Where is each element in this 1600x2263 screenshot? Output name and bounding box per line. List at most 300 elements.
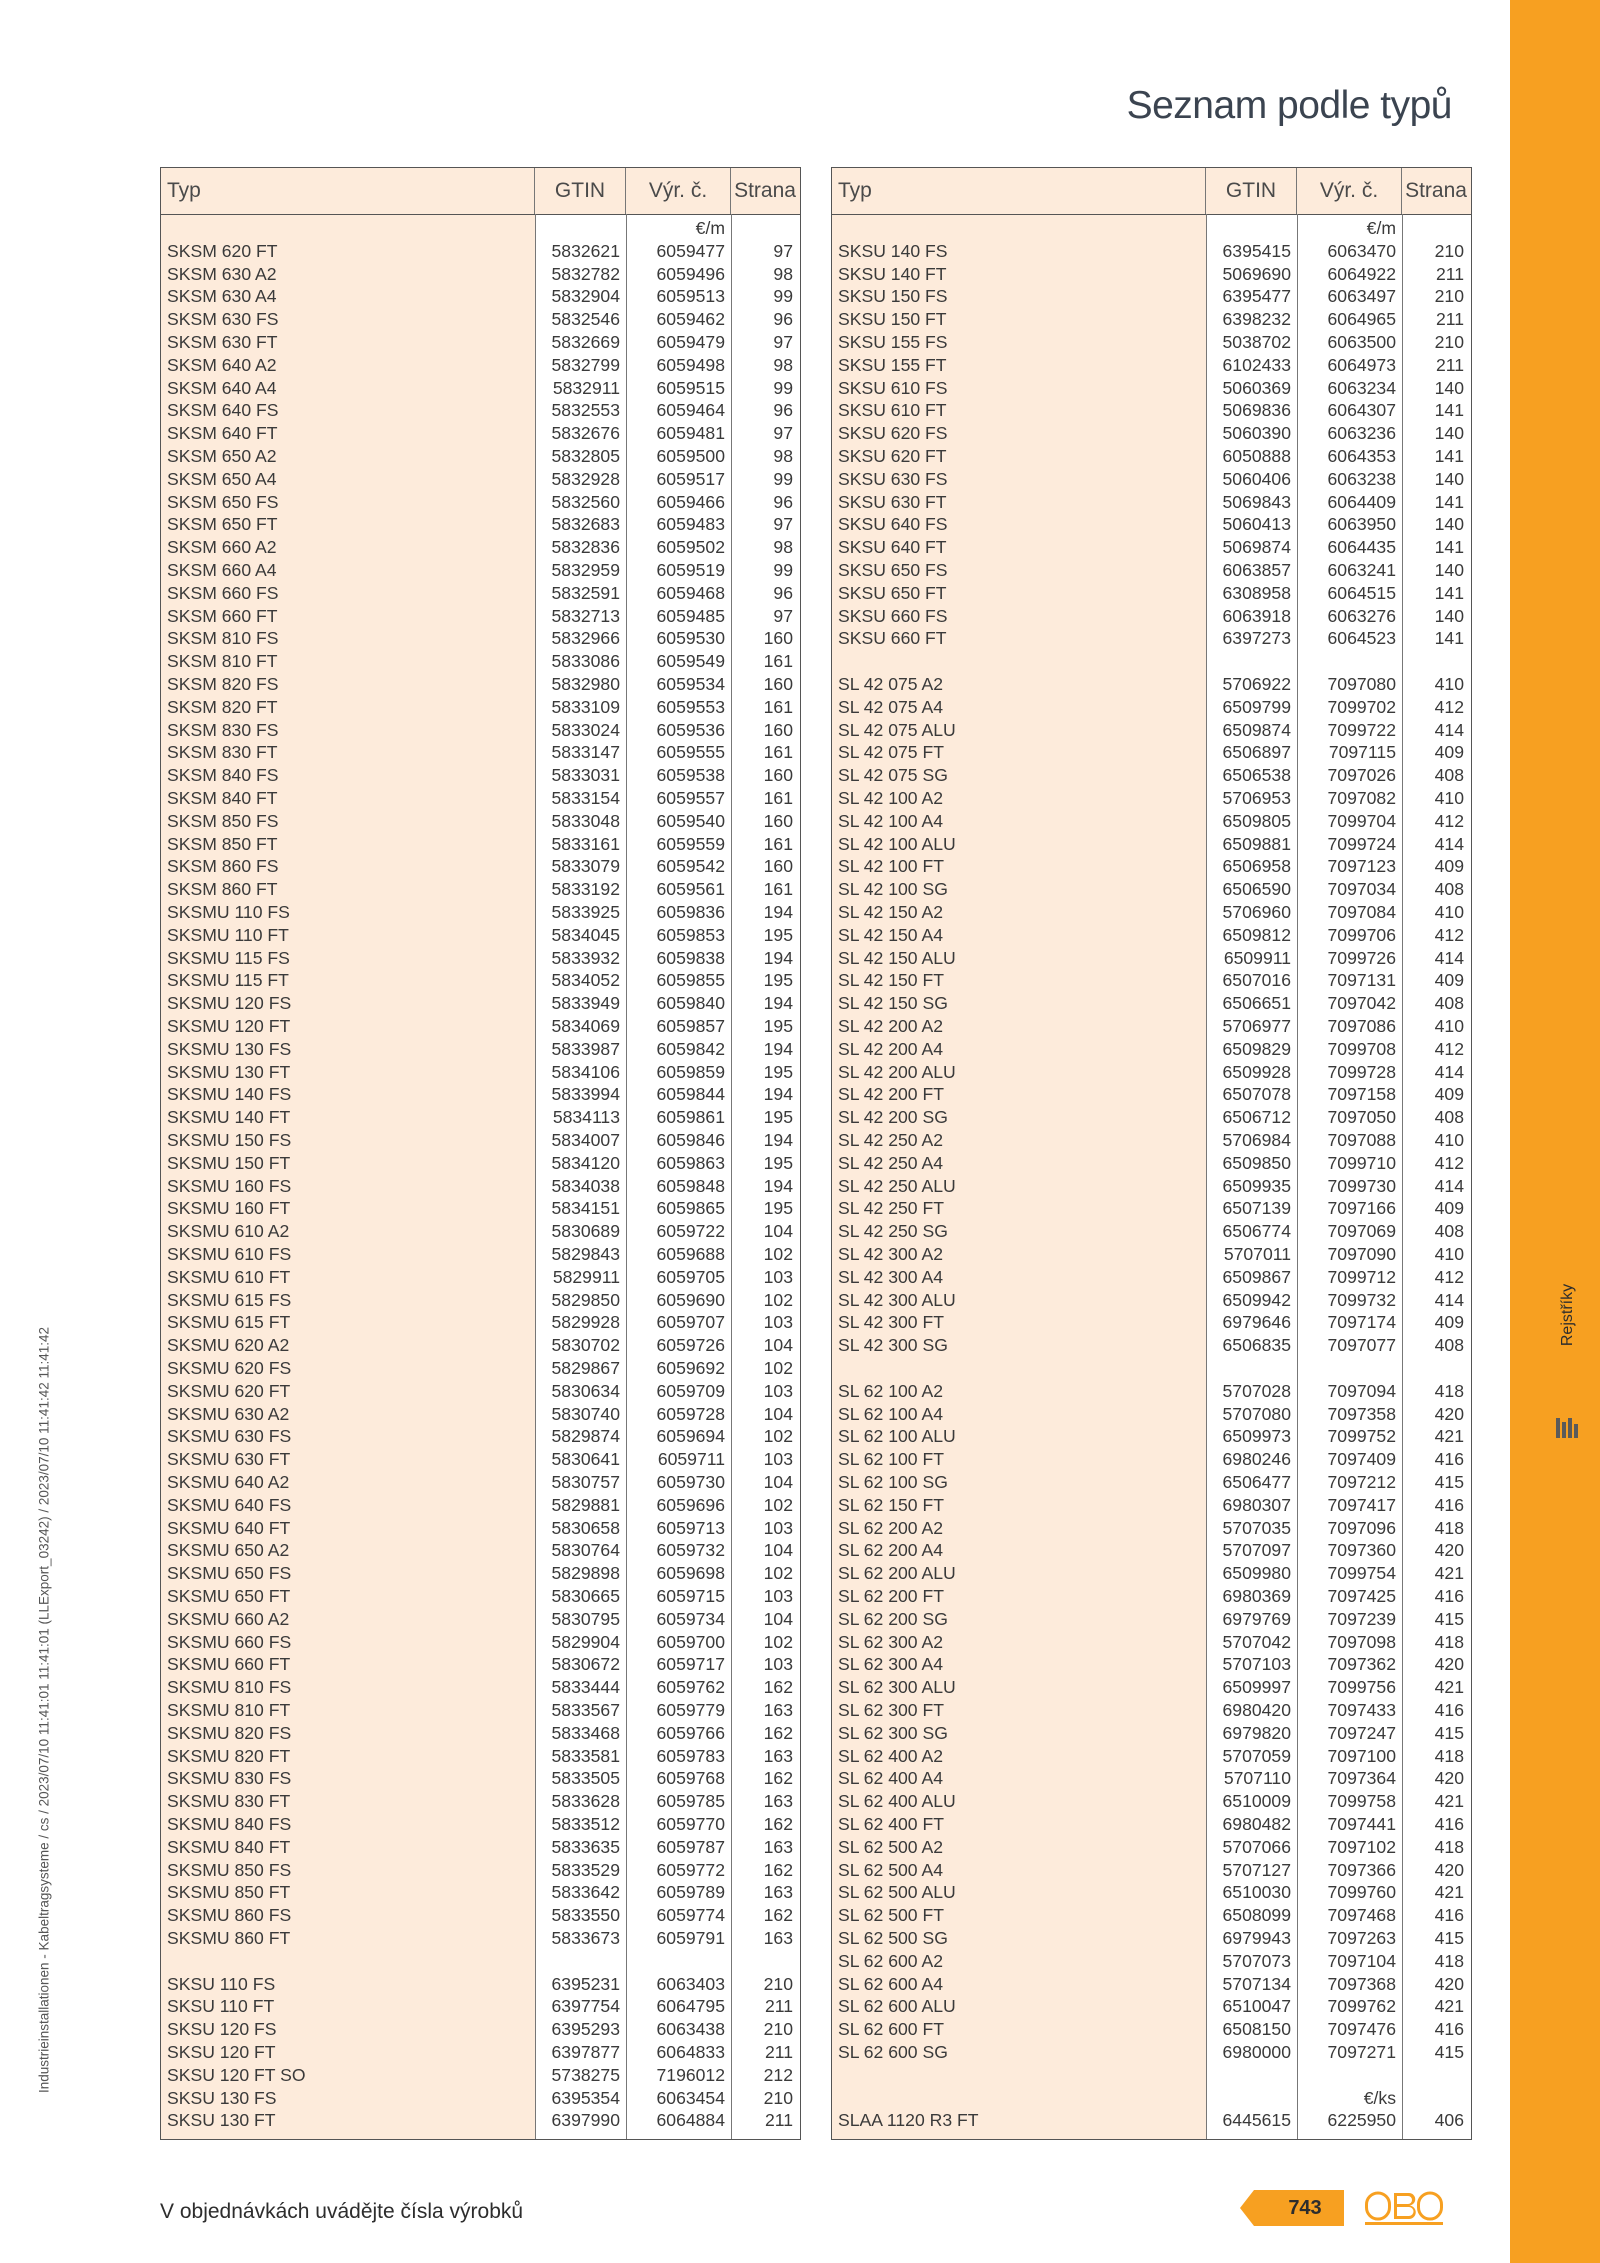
table-row: [832, 627, 1471, 650]
cell-vyr: 6059462: [656, 309, 725, 330]
table-row: [161, 1083, 800, 1106]
cell-gtin: 5834038: [551, 1175, 620, 1196]
table-row: [832, 240, 1471, 263]
cell-vyr: 7099702: [1327, 696, 1396, 717]
table-row: [161, 399, 800, 422]
cell-vyr: 6059855: [656, 970, 725, 991]
cell-strana: 140: [1434, 605, 1464, 626]
cell-vyr: 7099712: [1327, 1266, 1396, 1287]
table-row: [832, 1653, 1471, 1676]
cell-vyr: 6059496: [656, 263, 725, 284]
table-row: [161, 650, 800, 673]
cell-gtin: 5832546: [551, 309, 620, 330]
cell-gtin: 5833109: [551, 696, 620, 717]
cell-typ: SKSU 150 FT: [838, 309, 947, 330]
cell-gtin: 5830740: [551, 1403, 620, 1424]
cell-strana: 415: [1434, 1722, 1464, 1743]
cell-typ: SKSMU 660 A2: [167, 1608, 290, 1629]
cell-strana: 418: [1434, 1631, 1464, 1652]
cell-typ: SKSMU 820 FS: [167, 1722, 292, 1743]
table-row: [832, 901, 1471, 924]
cell-typ: SKSMU 630 FS: [167, 1426, 292, 1447]
cell-strana: 195: [763, 1152, 793, 1173]
cell-gtin: 6980420: [1222, 1700, 1291, 1720]
cell-typ: SL 42 150 FT: [838, 970, 944, 991]
cell-typ: SKSM 630 FS: [167, 309, 279, 330]
cell-vyr: 6064922: [1327, 263, 1396, 284]
cell-gtin: 5830658: [551, 1517, 620, 1538]
cell-typ: SKSM 620 FT: [167, 240, 278, 261]
cell-gtin: 5706977: [1222, 1016, 1291, 1036]
cell-gtin: 6509973: [1222, 1426, 1291, 1447]
cell-gtin: 6980246: [1222, 1449, 1291, 1470]
cell-vyr: 6064795: [656, 1996, 725, 2017]
cell-strana: 102: [763, 1563, 793, 1584]
cell-strana: 412: [1434, 1266, 1464, 1287]
table-row: [832, 468, 1471, 491]
cell-strana: 409: [1434, 1312, 1464, 1333]
table-row: [832, 1562, 1471, 1585]
cell-gtin: 6509928: [1222, 1061, 1291, 1082]
cell-vyr: 6059500: [656, 446, 725, 466]
table-row: [161, 901, 800, 924]
cell-vyr: 6063470: [1327, 240, 1396, 261]
cell-typ: SKSM 660 A4: [167, 560, 277, 580]
cell-strana: 409: [1434, 856, 1464, 877]
table-row: [161, 1448, 800, 1471]
cell-vyr: 7097364: [1327, 1768, 1396, 1789]
cell-typ: SKSMU 830 FT: [167, 1791, 291, 1812]
cell-gtin: 5707011: [1223, 1244, 1291, 1264]
cell-gtin: 5707127: [1222, 1859, 1291, 1880]
cell-typ: SKSMU 650 FS: [167, 1563, 292, 1584]
cell-vyr: 7097441: [1327, 1814, 1396, 1834]
cell-typ: SL 42 250 FT: [838, 1198, 944, 1219]
cell-typ: SKSM 630 A2: [167, 263, 277, 284]
cell-gtin: 5707080: [1222, 1403, 1291, 1424]
cell-gtin: 6509867: [1222, 1266, 1291, 1287]
cell-vyr: 6059542: [656, 856, 725, 877]
cell-strana: 418: [1434, 1745, 1464, 1766]
cell-gtin: 5833987: [551, 1038, 620, 1059]
cell-vyr: 6064973: [1327, 354, 1396, 375]
cell-vyr: 7099732: [1327, 1289, 1396, 1310]
cell-strana: 161: [763, 651, 793, 672]
table-row: [832, 2018, 1471, 2041]
cell-gtin: 6979943: [1222, 1928, 1291, 1948]
cell-strana: 210: [763, 2019, 793, 2040]
cell-vyr: 6064515: [1327, 582, 1396, 603]
cell-typ: SKSM 640 A4: [167, 377, 277, 398]
cell-strana: 412: [1434, 810, 1464, 831]
cell-typ: SKSU 640 FS: [838, 514, 948, 535]
table-row: [161, 285, 800, 308]
cell-gtin: 5707028: [1222, 1380, 1291, 1401]
table-row: [161, 627, 800, 650]
cell-typ: SKSU 150 FS: [838, 286, 948, 307]
table-row: [832, 1266, 1471, 1289]
cell-vyr: 7099708: [1327, 1038, 1396, 1059]
table-row: [832, 1015, 1471, 1038]
cell-typ: SL 62 100 A4: [838, 1403, 944, 1424]
cell-typ: SKSMU 150 FT: [167, 1152, 291, 1173]
cell-vyr: 6059561: [656, 879, 725, 900]
cell-strana: 194: [763, 993, 793, 1014]
cell-vyr: 6059468: [656, 582, 725, 603]
table-row: [832, 969, 1471, 992]
cell-vyr: 7097362: [1327, 1654, 1396, 1675]
cell-vyr: 6059766: [656, 1722, 725, 1743]
cell-gtin: 5833444: [551, 1677, 620, 1698]
cell-gtin: 5829867: [551, 1358, 620, 1378]
table-row: [161, 924, 800, 947]
table-row: [832, 445, 1471, 468]
cell-gtin: 5833468: [551, 1722, 620, 1743]
cell-typ: SKSU 120 FT SO: [167, 2064, 306, 2085]
table-row: [832, 1767, 1471, 1790]
table-row: [832, 1585, 1471, 1608]
cell-gtin: 6397877: [551, 2042, 620, 2062]
cell-typ: SKSM 660 FT: [167, 605, 278, 626]
cell-strana: 195: [763, 1198, 793, 1219]
cell-typ: SKSU 120 FS: [167, 2019, 277, 2040]
cell-vyr: 7097174: [1327, 1312, 1396, 1333]
cell-gtin: 6395415: [1222, 240, 1291, 261]
table-row: [832, 1175, 1471, 1198]
cell-strana: 104: [763, 1335, 793, 1356]
cell-typ: SKSMU 650 FT: [167, 1586, 291, 1606]
cell-vyr: 7097468: [1327, 1905, 1396, 1926]
table-row: [832, 331, 1471, 354]
cell-typ: SKSM 850 FT: [167, 833, 278, 854]
table-row: [161, 1471, 800, 1494]
table-row: [161, 969, 800, 992]
table-row: [161, 1129, 800, 1152]
cell-strana: 408: [1434, 765, 1464, 786]
cell-gtin: 5707134: [1222, 1973, 1291, 1994]
cell-vyr: 7097096: [1327, 1517, 1396, 1538]
cell-strana: 414: [1434, 1061, 1464, 1082]
table-row: [161, 2018, 800, 2041]
table-row: [832, 513, 1471, 536]
cell-typ: SKSMU 840 FT: [167, 1836, 291, 1857]
cell-vyr: 7099758: [1327, 1791, 1396, 1812]
table-header: [161, 168, 800, 215]
cell-strana: 406: [1434, 2110, 1464, 2131]
cell-strana: 141: [1434, 582, 1464, 603]
cell-typ: SKSMU 840 FS: [167, 1814, 292, 1834]
cell-gtin: 6507016: [1222, 970, 1291, 991]
cell-strana: 99: [773, 286, 793, 307]
cell-vyr: 6063403: [656, 1973, 725, 1994]
cell-strana: 97: [773, 332, 793, 352]
cell-vyr: 7097433: [1327, 1700, 1396, 1720]
cell-strana: 104: [763, 1221, 793, 1242]
cell-vyr: 6059711: [657, 1449, 725, 1470]
cell-strana: 412: [1434, 696, 1464, 717]
cell-typ: SL 62 300 A2: [838, 1631, 944, 1652]
cell-vyr: 6059538: [656, 765, 725, 786]
cell-typ: SL 62 100 A2: [838, 1380, 944, 1401]
cell-gtin: 6507139: [1222, 1198, 1291, 1219]
cell-strana: 421: [1434, 1882, 1464, 1903]
header-strana: Strana: [1405, 179, 1467, 202]
table-row: [832, 1448, 1471, 1471]
cell-typ: SKSU 110 FS: [167, 1973, 276, 1994]
cell-typ: SL 42 300 FT: [838, 1312, 944, 1333]
cell-gtin: 5069843: [1222, 491, 1291, 512]
cell-strana: 408: [1434, 1221, 1464, 1242]
cell-strana: 194: [763, 1175, 793, 1196]
cell-typ: SKSU 650 FS: [838, 560, 948, 580]
cell-gtin: 6395293: [551, 2019, 620, 2040]
sidebar-label[interactable]: Rejstříky: [1559, 1283, 1576, 1347]
table-row: [832, 1357, 1471, 1380]
cell-typ: SL 42 200 ALU: [838, 1061, 956, 1082]
cell-vyr: 6064884: [656, 2110, 725, 2131]
cell-strana: 140: [1434, 423, 1464, 444]
table-row: [832, 1608, 1471, 1631]
cell-strana: 421: [1434, 1677, 1464, 1698]
cell-typ: SL 62 400 ALU: [838, 1791, 956, 1812]
cell-strana: 420: [1434, 1859, 1464, 1880]
cell-vyr: 7097115: [1328, 742, 1396, 763]
cell-vyr: 6059844: [656, 1084, 725, 1105]
cell-typ: SL 42 150 SG: [838, 993, 948, 1014]
obo-logo: [1365, 2190, 1443, 2226]
cell-strana: 97: [773, 240, 793, 261]
cell-typ: SL 62 200 FT: [838, 1586, 944, 1606]
cell-gtin: 5830757: [551, 1472, 620, 1492]
cell-typ: SKSM 640 FT: [167, 423, 278, 444]
table-row: [161, 1061, 800, 1084]
table-row: [161, 331, 800, 354]
cell-gtin: 5706922: [1222, 674, 1291, 694]
cell-strana: 160: [763, 810, 793, 831]
cell-vyr: 6059836: [656, 902, 725, 922]
table-row: [832, 491, 1471, 514]
cell-vyr: 7097131: [1327, 970, 1396, 991]
cell-typ: SKSMU 615 FS: [167, 1289, 292, 1310]
cell-gtin: 5832904: [551, 286, 620, 307]
cell-strana: 96: [773, 400, 793, 421]
cell-typ: SKSU 130 FS: [167, 2087, 277, 2108]
cell-gtin: 6395231: [551, 1973, 620, 1994]
cell-vyr: 6059705: [656, 1266, 725, 1287]
cell-vyr: 6059540: [656, 810, 725, 831]
cell-strana: 409: [1434, 970, 1464, 991]
cell-gtin: 6509829: [1222, 1038, 1291, 1059]
cell-vyr: 6059498: [656, 354, 725, 375]
cell-vyr: 7097158: [1327, 1084, 1396, 1105]
cell-strana: 161: [763, 879, 793, 900]
cell-vyr: 7097368: [1327, 1973, 1396, 1994]
cell-strana: 211: [1435, 263, 1464, 284]
cell-vyr: 6059464: [656, 400, 725, 421]
cell-vyr: 6059853: [656, 924, 725, 945]
table-row: [832, 1745, 1471, 1768]
cell-strana: 420: [1434, 1654, 1464, 1675]
cell-gtin: 6979646: [1222, 1312, 1291, 1333]
cell-gtin: 6506835: [1222, 1335, 1291, 1356]
cell-strana: 161: [763, 696, 793, 717]
cell-typ: SL 62 200 A4: [838, 1540, 944, 1561]
table-row: [161, 1722, 800, 1745]
export-metadata: Industrieinstallationen - Kabeltragsysteme / cs / 2023/07/10 11:41:01 11:41:01 (LLExport_03242) / 2023/07/10 11:41:42 11:41:42: [36, 1326, 52, 2094]
cell-strana: 416: [1434, 2019, 1464, 2040]
table-row: [832, 855, 1471, 878]
cell-typ: SL 62 300 A4: [838, 1654, 944, 1675]
cell-typ: SKSMU 130 FS: [167, 1038, 292, 1059]
cell-gtin: 5833024: [551, 719, 620, 740]
cell-typ: SKSMU 610 FS: [167, 1244, 292, 1264]
cell-gtin: 5069874: [1222, 537, 1291, 558]
cell-strana: 102: [763, 1494, 793, 1515]
cell-gtin: 5832683: [551, 514, 620, 535]
cell-strana: 408: [1434, 1107, 1464, 1128]
cell-typ: SKSMU 115 FS: [167, 947, 290, 968]
cell-gtin: 5830672: [551, 1654, 620, 1675]
cell-typ: SKSMU 660 FS: [167, 1631, 292, 1652]
cell-strana: 162: [763, 1814, 793, 1834]
cell-vyr: 6059783: [656, 1745, 725, 1766]
cell-gtin: 6979820: [1222, 1722, 1291, 1743]
cell-gtin: 5830764: [551, 1540, 620, 1561]
cell-gtin: 5833031: [551, 765, 620, 786]
cell-typ: SL 62 100 FT: [838, 1449, 944, 1470]
cell-typ: SKSMU 640 FT: [167, 1517, 291, 1538]
table-row: [832, 1152, 1471, 1175]
cell-strana: 211: [764, 2110, 793, 2131]
table-row: [832, 263, 1471, 286]
cell-typ: SKSMU 140 FT: [167, 1107, 291, 1128]
cell-gtin: 5707035: [1222, 1517, 1291, 1538]
cell-gtin: 5834052: [551, 970, 620, 991]
type-table-right: [831, 167, 1472, 2140]
cell-gtin: 5833925: [551, 902, 620, 922]
cell-typ: SKSMU 120 FT: [167, 1016, 291, 1036]
cell-gtin: 5832805: [551, 446, 620, 466]
table-row: [832, 605, 1471, 628]
cell-typ: SL 62 500 A4: [838, 1859, 944, 1880]
cell-vyr: 6059536: [656, 719, 725, 740]
table-row: [161, 1380, 800, 1403]
cell-gtin: 6507078: [1222, 1084, 1291, 1105]
table-row: [161, 2041, 800, 2064]
cell-typ: SL 62 400 FT: [838, 1814, 944, 1834]
cell-vyr: 6064523: [1327, 628, 1396, 649]
cell-vyr: 6059840: [656, 993, 725, 1014]
cell-vyr: 7097090: [1327, 1244, 1396, 1264]
cell-gtin: 5060390: [1222, 423, 1291, 444]
cell-gtin: 5830641: [551, 1449, 620, 1470]
cell-gtin: 6063918: [1222, 605, 1291, 626]
table-row: [161, 1311, 800, 1334]
cell-strana: 210: [1434, 332, 1464, 352]
table-row: [832, 1539, 1471, 1562]
cell-strana: 194: [763, 1084, 793, 1105]
table-row: [161, 764, 800, 787]
cell-vyr: 6059692: [656, 1358, 725, 1378]
cell-vyr: 6059696: [656, 1494, 725, 1515]
cell-gtin: 5833512: [551, 1814, 620, 1834]
cell-gtin: 5834007: [551, 1130, 620, 1150]
cell-vyr: 7097212: [1327, 1472, 1396, 1492]
cell-vyr: 7099730: [1327, 1175, 1396, 1196]
cell-vyr: 7099728: [1327, 1061, 1396, 1082]
cell-vyr: 6059519: [656, 560, 725, 580]
cell-gtin: 5829874: [551, 1426, 620, 1447]
table-row: [832, 1517, 1471, 1540]
cell-typ: SL 42 250 SG: [838, 1221, 948, 1242]
header-gtin: GTIN: [1206, 168, 1297, 214]
cell-gtin: 6398232: [1222, 309, 1291, 330]
table-row: [161, 1334, 800, 1357]
table-row: [161, 1995, 800, 2018]
cell-vyr: 6064409: [1327, 491, 1396, 512]
table-row: [161, 1767, 800, 1790]
cell-strana: 96: [773, 491, 793, 512]
cell-vyr: 6059555: [656, 742, 725, 763]
cell-gtin: 5833192: [551, 879, 620, 900]
cell-gtin: 5833161: [551, 833, 620, 854]
footer-note: V objednávkách uvádějte čísla výrobků: [160, 2200, 524, 2223]
cell-typ: SL 62 300 SG: [838, 1722, 948, 1743]
table-row: [161, 422, 800, 445]
table-row: [832, 650, 1471, 673]
cell-gtin: 5832799: [551, 354, 620, 375]
cell-gtin: 6395354: [551, 2087, 620, 2108]
cell-gtin: 5832560: [551, 491, 620, 512]
table-row: [161, 1220, 800, 1243]
table-row: [832, 1220, 1471, 1243]
cell-typ: SL 62 100 SG: [838, 1472, 948, 1492]
cell-typ: SL 62 100 ALU: [838, 1426, 956, 1447]
cell-vyr: 6059717: [656, 1654, 725, 1675]
table-row: [832, 1334, 1471, 1357]
cell-gtin: 5834113: [552, 1107, 620, 1128]
table-row: [832, 1859, 1471, 1882]
cell-gtin: 5832713: [551, 605, 620, 626]
cell-typ: SKSM 650 FT: [167, 514, 278, 535]
cell-strana: 410: [1434, 902, 1464, 922]
cell-strana: 409: [1434, 1198, 1464, 1219]
cell-vyr: 6059791: [656, 1928, 725, 1948]
cell-vyr: 7097026: [1327, 765, 1396, 786]
cell-typ: SKSMU 620 FS: [167, 1358, 292, 1378]
table-row: [832, 1927, 1471, 1950]
table-row: [161, 308, 800, 331]
cell-vyr: 6059688: [656, 1244, 725, 1264]
table-row: [832, 422, 1471, 445]
cell-strana: 162: [763, 1677, 793, 1698]
cell-vyr: 7099762: [1327, 1996, 1396, 2017]
table-row: [161, 1973, 800, 1996]
cell-strana: 99: [773, 560, 793, 580]
cell-vyr: 6059842: [656, 1038, 725, 1059]
cell-typ: SKSU 660 FT: [838, 628, 947, 649]
cell-strana: 102: [763, 1631, 793, 1652]
cell-vyr: 7097263: [1327, 1928, 1396, 1948]
cell-vyr: 6064353: [1327, 446, 1396, 466]
cell-vyr: 7099752: [1327, 1426, 1396, 1447]
cell-strana: 210: [763, 2087, 793, 2108]
cell-strana: 418: [1434, 1380, 1464, 1401]
header-vyr: Výr. č.: [1297, 168, 1402, 214]
cell-vyr: 7099704: [1327, 810, 1396, 831]
cell-typ: SKSU 110 FT: [167, 1996, 275, 2017]
cell-strana: 420: [1434, 1768, 1464, 1789]
